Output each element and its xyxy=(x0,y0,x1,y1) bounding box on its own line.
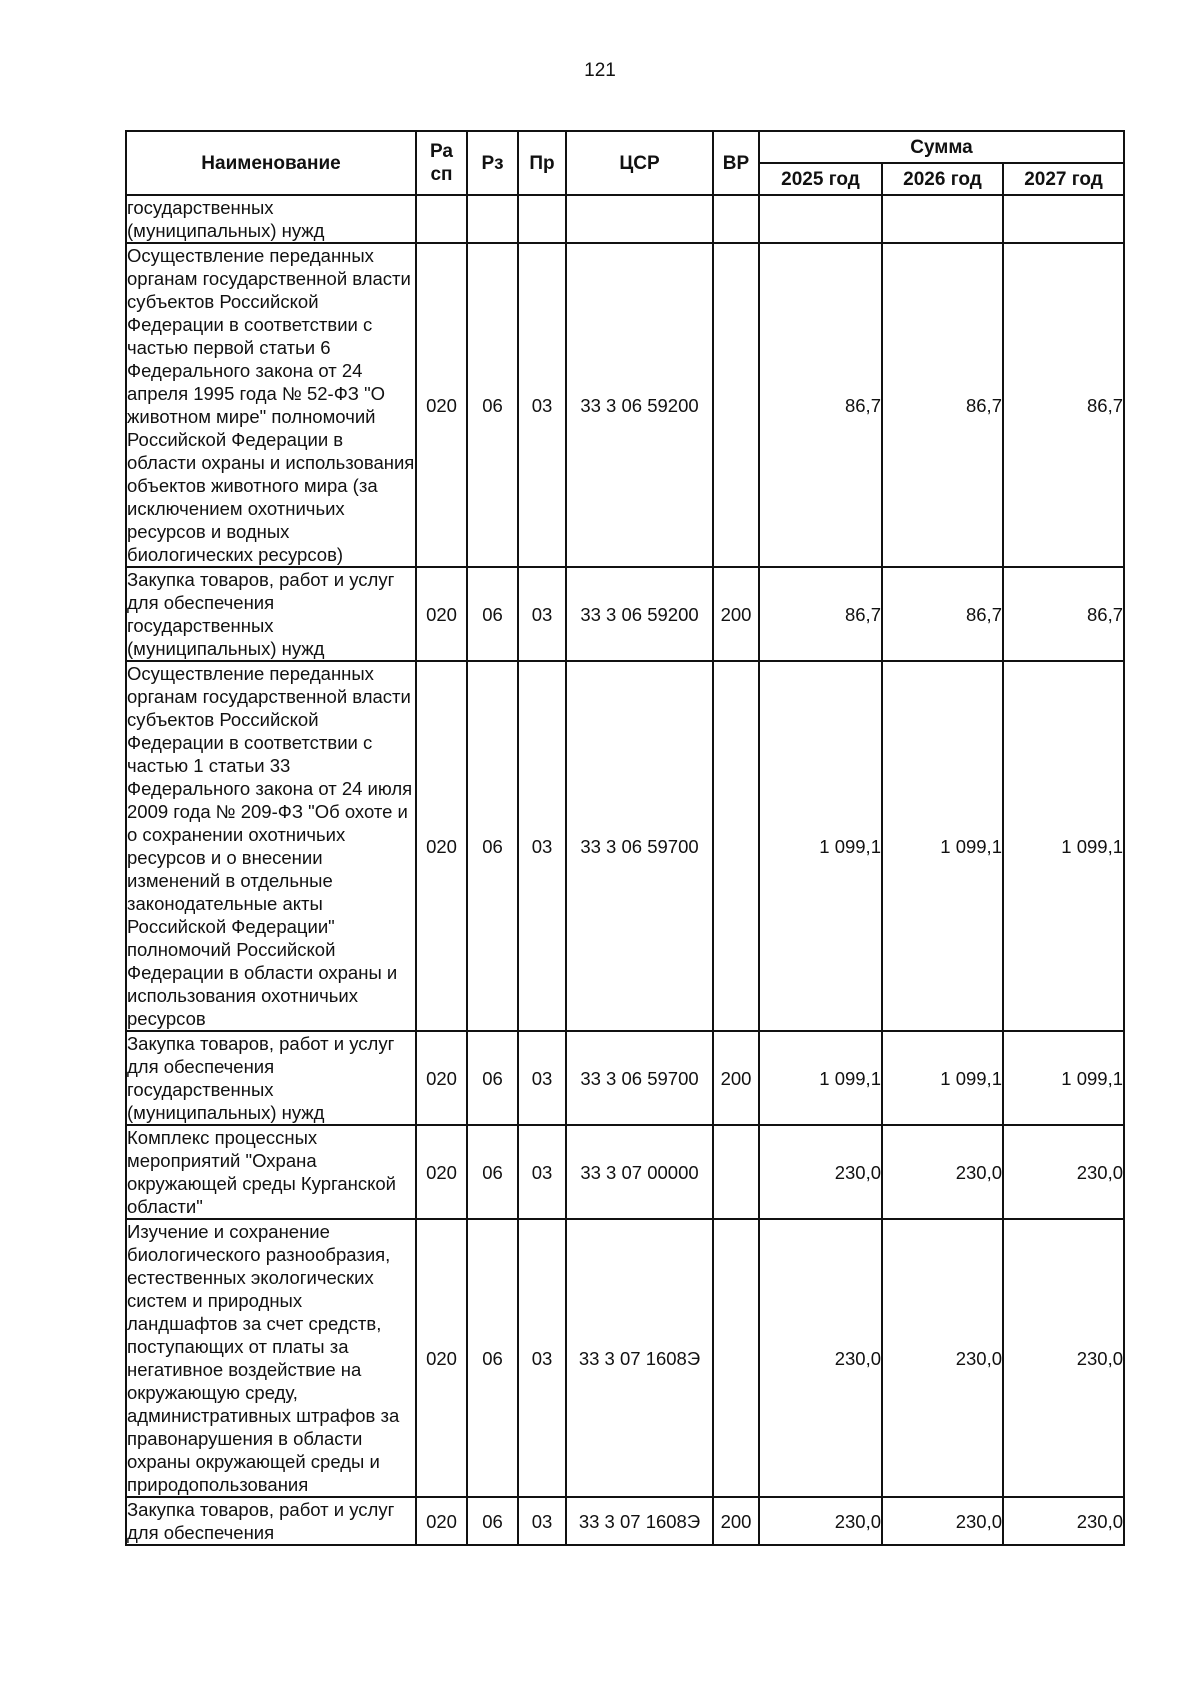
cell-csr: 33 3 06 59700 xyxy=(566,1031,713,1125)
cell-rz xyxy=(467,195,518,243)
cell-rz: 06 xyxy=(467,661,518,1031)
cell-amount-2025: 230,0 xyxy=(759,1219,882,1497)
cell-amount-2026: 230,0 xyxy=(882,1219,1003,1497)
table-body xyxy=(126,195,1124,1545)
cell-amount-2025: 230,0 xyxy=(759,1125,882,1219)
cell-name: Осуществление переданных органам государственной власти субъектов Российской Федерации в соответствии с частью первой статьи 6 Федерального закона от 24 апреля 1995 года № 52-ФЗ "О животном мире" полномочий Российской Федерации в области охраны и использования объектов животного мира (за исключением охотничьих ресурсов и водных биологических ресурсов) xyxy=(127,245,415,565)
cell-amount-2026: 1 099,1 xyxy=(882,1031,1003,1125)
cell-rz: 06 xyxy=(467,567,518,661)
header-year-2025: 2025 год xyxy=(759,163,882,195)
cell-amount-2025: 86,7 xyxy=(759,567,882,661)
header-rz: Рз xyxy=(467,131,518,195)
cell-rasp: 020 xyxy=(416,1125,467,1219)
cell-csr: 33 3 07 1608Э xyxy=(566,1497,713,1545)
cell-vr xyxy=(713,1219,759,1497)
table-row xyxy=(126,195,1124,243)
cell-amount-2027: 86,7 xyxy=(1003,243,1124,567)
cell-rz: 06 xyxy=(467,1031,518,1125)
cell-csr: 33 3 07 1608Э xyxy=(566,1219,713,1497)
cell-csr: 33 3 06 59200 xyxy=(566,567,713,661)
cell-rasp: 020 xyxy=(416,243,467,567)
header-name: Наименование xyxy=(126,131,416,195)
cell-rz: 06 xyxy=(467,1219,518,1497)
cell-amount-2026: 86,7 xyxy=(882,567,1003,661)
cell-name: Закупка товаров, работ и услуг для обеспечения государственных (муниципальных) нужд xyxy=(126,567,416,661)
cell-rasp xyxy=(416,195,467,243)
cell-amount-2027: 1 099,1 xyxy=(1003,1031,1124,1125)
cell-amount-2026: 230,0 xyxy=(882,1497,1003,1545)
cell-vr xyxy=(713,661,759,1031)
cell-pr xyxy=(518,195,566,243)
cell-rz: 06 xyxy=(467,1497,518,1545)
cell-rasp: 020 xyxy=(416,1497,467,1545)
cell-csr: 33 3 06 59700 xyxy=(566,661,713,1031)
cell-vr: 200 xyxy=(713,1497,759,1545)
cell-pr: 03 xyxy=(518,1497,566,1545)
table-header xyxy=(126,131,1124,195)
cell-pr: 03 xyxy=(518,661,566,1031)
cell-vr: 200 xyxy=(713,1031,759,1125)
cell-csr xyxy=(566,195,713,243)
header-vr: ВР xyxy=(713,131,759,195)
cell-rz: 06 xyxy=(467,1125,518,1219)
page-number: 121 xyxy=(584,60,616,81)
cell-name: Закупка товаров, работ и услуг для обеспечения xyxy=(126,1497,416,1545)
cell-pr: 03 xyxy=(518,243,566,567)
cell-amount-2025: 1 099,1 xyxy=(759,661,882,1031)
cell-name: Изучение и сохранение биологического разнообразия, естественных экологических систем и природных ландшафтов за счет средств, поступающих от платы за негативное воздействие на окружающую среду, административных штрафов за правонарушения в области охраны окружающей среды и природопользования xyxy=(126,1219,416,1497)
table-row xyxy=(126,1031,1124,1125)
cell-amount-2027: 230,0 xyxy=(1003,1219,1124,1497)
cell-amount-2025: 230,0 xyxy=(759,1497,882,1545)
cell-vr xyxy=(713,195,759,243)
cell-amount-2027: 1 099,1 xyxy=(1003,661,1124,1031)
cell-rz: 06 xyxy=(467,243,518,567)
table-row xyxy=(126,661,1124,1031)
table-row xyxy=(126,567,1124,661)
cell-pr: 03 xyxy=(518,1219,566,1497)
cell-amount-2025: 1 099,1 xyxy=(759,1031,882,1125)
cell-amount-2027: 230,0 xyxy=(1003,1497,1124,1545)
cell-vr xyxy=(713,1125,759,1219)
table-row xyxy=(126,1497,1124,1545)
header-year-2026: 2026 год xyxy=(882,163,1003,195)
cell-amount-2027 xyxy=(1003,195,1124,243)
cell-amount-2025: 86,7 xyxy=(759,243,882,567)
cell-pr: 03 xyxy=(518,567,566,661)
cell-amount-2026: 86,7 xyxy=(882,243,1003,567)
cell-amount-2027: 230,0 xyxy=(1003,1125,1124,1219)
cell-vr xyxy=(713,243,759,567)
header-rasp: Ра сп xyxy=(416,131,467,195)
cell-amount-2027: 86,7 xyxy=(1003,567,1124,661)
cell-amount-2025 xyxy=(759,195,882,243)
cell-csr: 33 3 07 00000 xyxy=(566,1125,713,1219)
cell-amount-2026: 1 099,1 xyxy=(882,661,1003,1031)
cell-rasp: 020 xyxy=(416,1031,467,1125)
cell-csr: 33 3 06 59200 xyxy=(566,243,713,567)
table-row xyxy=(126,1125,1124,1219)
table-row xyxy=(126,1219,1124,1497)
header-csr: ЦСР xyxy=(566,131,713,195)
cell-name: Осуществление переданных органам государственной власти субъектов Российской Федерации в соответствии с частью 1 статьи 33 Федерального закона от 24 июля 2009 года № 209-ФЗ "Об охоте и о сохранении охотничьих ресурсов и о внесении изменений в отдельные законодательные акты Российской Федерации" полномочий Российской Федерации в области охраны и использования охотничьих ресурсов xyxy=(126,661,416,1031)
cell-name: Закупка товаров, работ и услуг для обеспечения государственных (муниципальных) нужд xyxy=(126,1031,416,1125)
header-pr: Пр xyxy=(518,131,566,195)
cell-rasp: 020 xyxy=(416,1219,467,1497)
cell-name: Комплекс процессных мероприятий "Охрана окружающей среды Курганской области" xyxy=(126,1125,416,1219)
cell-amount-2026 xyxy=(882,195,1003,243)
budget-table xyxy=(125,130,1125,1546)
cell-rasp: 020 xyxy=(416,661,467,1031)
table-row xyxy=(126,243,1124,567)
header-sum: Сумма xyxy=(759,131,1124,163)
header-year-2027: 2027 год xyxy=(1003,163,1124,195)
cell-pr: 03 xyxy=(518,1125,566,1219)
cell-pr: 03 xyxy=(518,1031,566,1125)
cell-rasp: 020 xyxy=(416,567,467,661)
cell-vr: 200 xyxy=(713,567,759,661)
cell-amount-2026: 230,0 xyxy=(882,1125,1003,1219)
cell-name: государственных (муниципальных) нужд xyxy=(126,195,416,243)
